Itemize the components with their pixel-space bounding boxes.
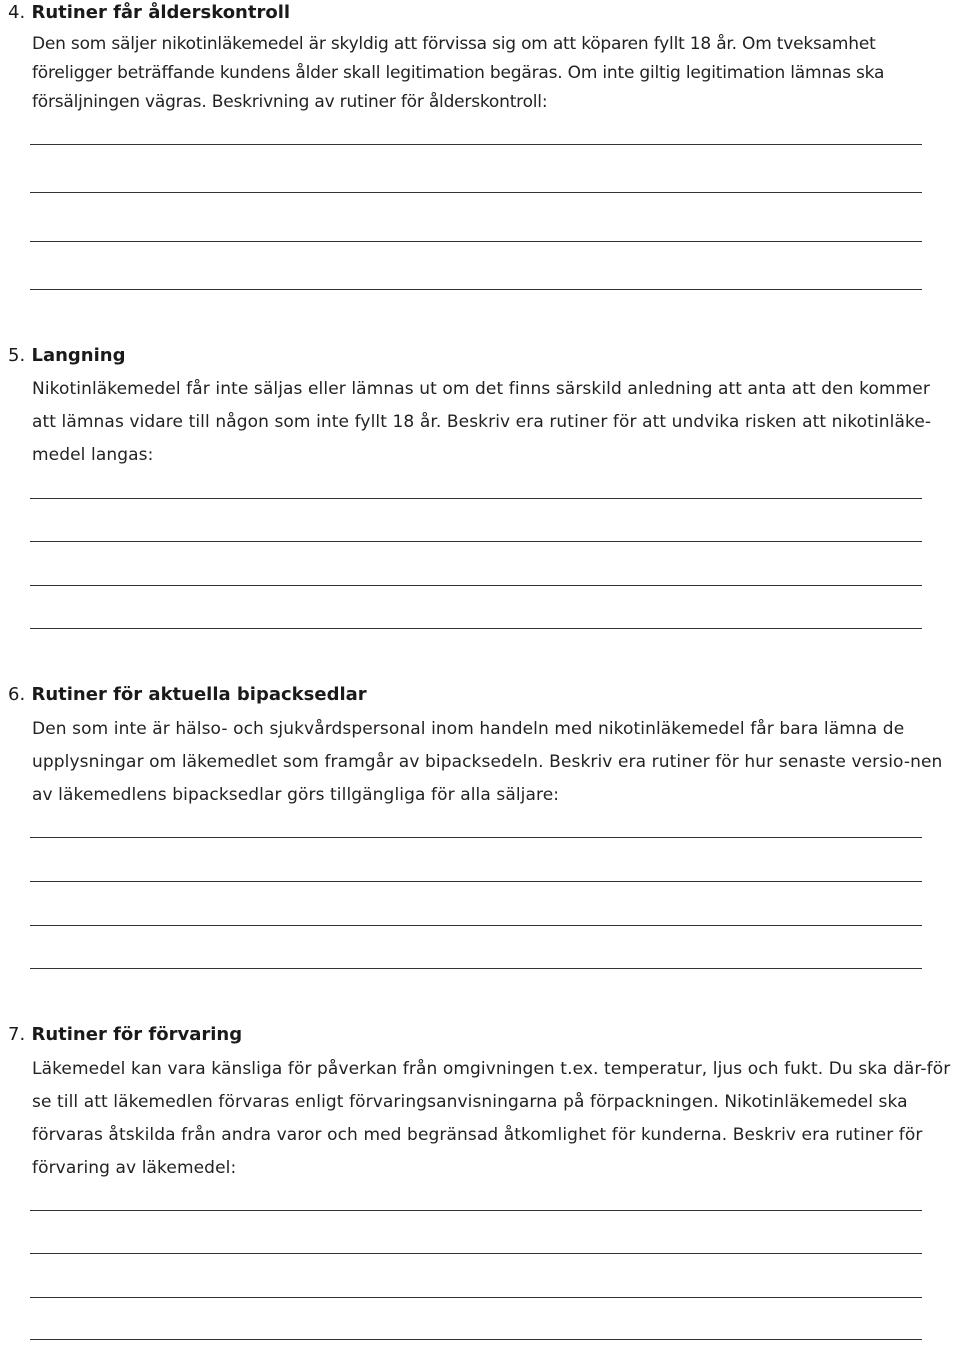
answer-line[interactable] — [30, 144, 922, 145]
section-number: 6. — [8, 684, 26, 705]
answer-line[interactable] — [30, 1253, 922, 1254]
section-heading — [8, 1024, 242, 1045]
answer-line[interactable] — [30, 541, 922, 542]
section-description: Nikotinläkemedel får inte säljas eller lämnas ut om det finns särskild anledning att anta att den kommer att lämnas vidare till någon som inte fyllt 18 år. Beskriv era rutiner för att undvika risken att nikotinläke-medel langas: — [32, 379, 932, 465]
section-title: Langning — [31, 345, 126, 366]
answer-line[interactable] — [30, 289, 922, 290]
answer-line[interactable] — [30, 837, 922, 838]
answer-line[interactable] — [30, 498, 922, 499]
section-heading — [8, 684, 367, 705]
section-number: 7. — [8, 1024, 26, 1045]
answer-line[interactable] — [30, 585, 922, 586]
section-description: Läkemedel kan vara känsliga för påverkan från omgivningen t.ex. temperatur, ljus och fukt. Du ska där-för se till att läkemedlen förvaras enligt förvaringsanvisningarna på förpackningen. Nikotinläkemedel ska förvaras åtskilda från andra varor och med begränsad åtkomlighet för kunderna. Beskriv era rutiner för förvaring av läkemedel: — [32, 1059, 951, 1178]
section-heading — [8, 345, 125, 366]
answer-line[interactable] — [30, 1339, 922, 1340]
answer-line[interactable] — [30, 925, 922, 926]
section-description: Den som inte är hälso- och sjukvårdspersonal inom handeln med nikotinläkemedel får bara lämna de upplysningar om läkemedlet som framgår av bipacksedeln. Beskriv era rutiner för hur senaste versio-nen av läkemedlens bipacksedlar görs tillgängliga för alla säljare: — [32, 719, 943, 805]
answer-line[interactable] — [30, 241, 922, 242]
section-title: Rutiner för förvaring — [31, 1024, 243, 1045]
section-title: Rutiner får ålderskontroll — [31, 2, 291, 23]
answer-line[interactable] — [30, 192, 922, 193]
section-title: Rutiner för aktuella bipacksedlar — [31, 684, 367, 705]
section-number: 5. — [8, 345, 26, 366]
section-heading — [8, 2, 290, 23]
section-number: 4. — [8, 2, 26, 23]
answer-line[interactable] — [30, 1210, 922, 1211]
answer-line[interactable] — [30, 881, 922, 882]
answer-line[interactable] — [30, 1297, 922, 1298]
answer-line[interactable] — [30, 628, 922, 629]
section-description: Den som säljer nikotinläkemedel är skyldig att förvissa sig om att köparen fyllt 18 år. Om tveksamhet föreligger beträffande kundens ålder skall legitimation begäras. Om inte giltig legitimation lämnas ska försäljningen vägras. Beskrivning av rutiner för ålderskontroll: — [32, 34, 885, 112]
answer-line[interactable] — [30, 968, 922, 969]
